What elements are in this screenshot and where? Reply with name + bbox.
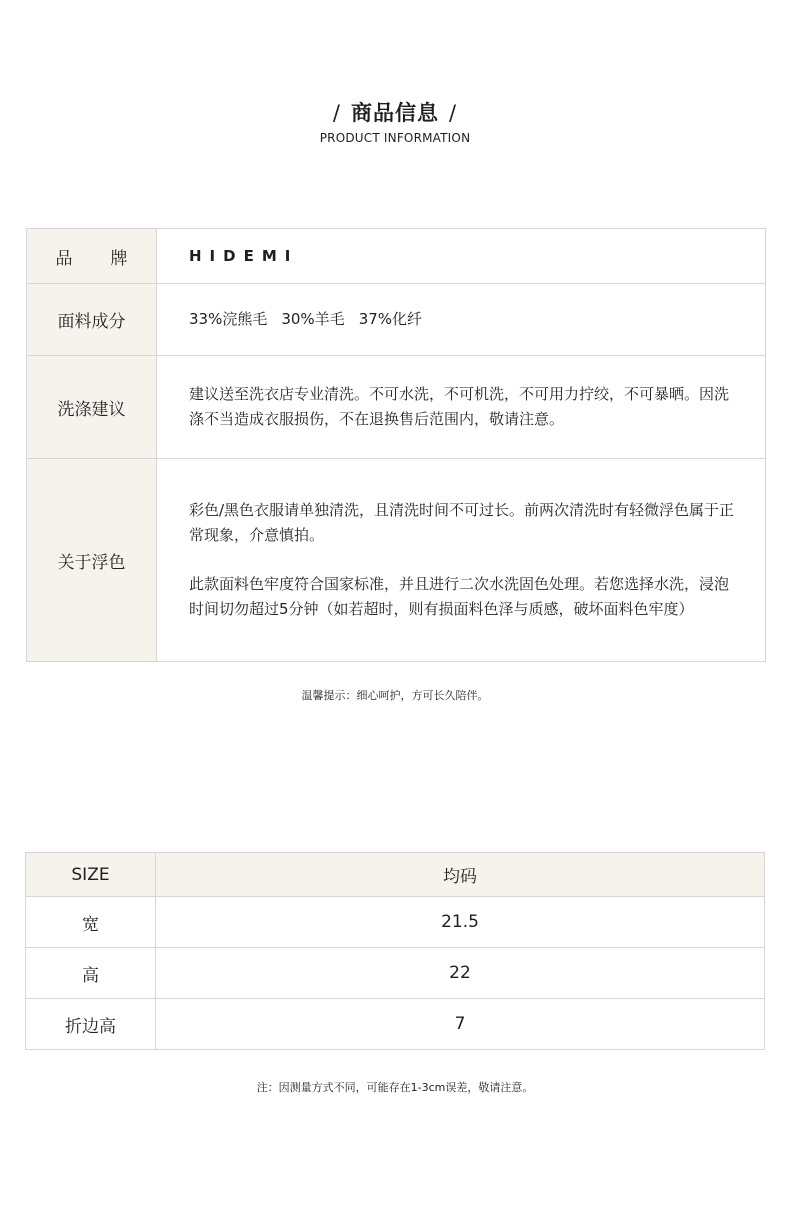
title-slash-left: / <box>332 101 341 125</box>
brand-label-char-1: 品 <box>55 248 73 269</box>
size-row-label: 高 <box>26 948 156 999</box>
table-row <box>26 897 765 948</box>
fade-paragraph-2: 此款面料色牢度符合国家标准，并且进行二次水洗固色处理。若您选择水洗，浸泡时间切勿超过5分钟（如若超时，则有损面料色泽与质感，破坏面料色牢度） <box>189 575 730 618</box>
material-item: 30%羊毛 <box>281 310 345 328</box>
fade-paragraph-1: 彩色/黑色衣服请单独清洗，且清洗时间不可过长。前两次清洗时有轻微浮色属于正常现象，介意慎拍。 <box>189 501 735 544</box>
page-title <box>0 98 790 128</box>
size-header-row <box>26 853 765 897</box>
section-header <box>0 98 790 145</box>
wash-value: 建议送至洗衣店专业清洗。不可水洗，不可机洗，不可用力拧绞，不可暴晒。因洗涤不当造成衣服损伤，不在退换售后范围内，敬请注意。 <box>157 356 766 459</box>
fade-label: 关于浮色 <box>27 459 157 662</box>
material-item: 37%化纤 <box>358 310 423 328</box>
table-row <box>26 999 765 1050</box>
page-subtitle: PRODUCT INFORMATION <box>319 131 471 145</box>
brand-value: HIDEMI <box>189 246 299 265</box>
title-slash-right: / <box>449 101 458 125</box>
product-info-table <box>26 228 766 662</box>
size-row-value: 21.5 <box>156 897 765 948</box>
fade-row <box>27 459 766 662</box>
fade-cell <box>157 459 766 662</box>
brand-row <box>27 229 766 284</box>
size-header-value: 均码 <box>156 853 765 897</box>
size-table <box>25 852 765 1050</box>
title-text: 商品信息 <box>351 101 439 125</box>
material-item: 33%浣熊毛 <box>189 310 268 328</box>
size-row-value: 7 <box>156 999 765 1050</box>
size-header-label: SIZE <box>26 853 156 897</box>
size-row-value: 22 <box>156 948 765 999</box>
material-label: 面料成分 <box>27 284 157 356</box>
material-cell <box>157 284 766 356</box>
material-row <box>27 284 766 356</box>
wash-label: 洗涤建议 <box>27 356 157 459</box>
size-row-label: 折边高 <box>26 999 156 1050</box>
brand-cell <box>157 229 766 284</box>
brand-label-char-2: 牌 <box>110 248 128 269</box>
brand-label <box>27 229 157 284</box>
care-tip: 温馨提示：细心呵护，方可长久陪伴。 <box>301 689 489 702</box>
wash-row <box>27 356 766 459</box>
table-row <box>26 948 765 999</box>
size-row-label: 宽 <box>26 897 156 948</box>
measure-note: 注：因测量方式不同，可能存在1-3cm误差，敬请注意。 <box>256 1081 534 1094</box>
